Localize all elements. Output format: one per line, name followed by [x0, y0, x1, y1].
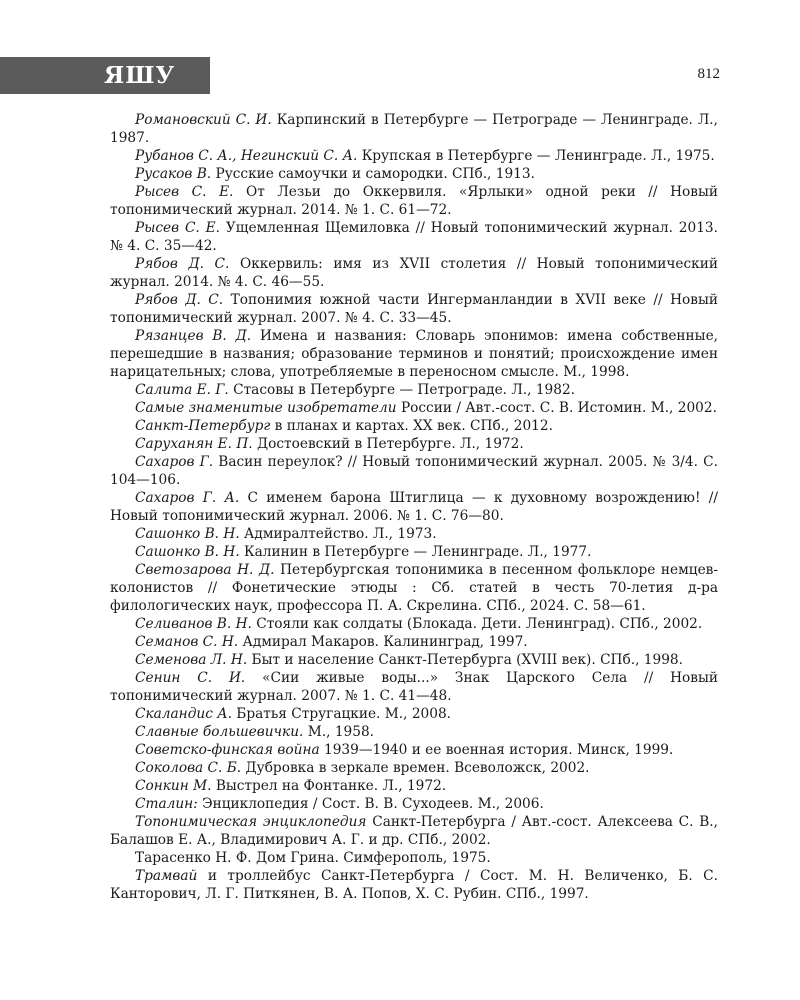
entry-author: Сахаров Г. А.	[135, 490, 240, 506]
entry-text: Дом Грина. Симферополь, 1975.	[255, 850, 491, 866]
entry-author: Семанов С. Н.	[135, 634, 239, 650]
entry-author: Трамвай	[135, 868, 198, 884]
bibliography-entry	[110, 759, 718, 777]
bibliography-entry	[110, 543, 718, 561]
entry-text: Адмирал Макаров. Калининград, 1997.	[242, 634, 528, 650]
bibliography-entry	[110, 525, 718, 543]
entry-author: Сенин С. И.	[135, 670, 246, 686]
entry-text: Достоевский в Петербурге. Л., 1972.	[257, 436, 524, 452]
entry-text: Карпинский в Петербурге — Петрограде — Ленинграде. Л., 1987.	[110, 112, 718, 146]
bibliography-entry	[110, 489, 718, 525]
entry-author: Сашонко В. Н.	[135, 526, 240, 542]
entry-text: М., 1958.	[307, 724, 375, 740]
entry-author: Сахаров Г.	[135, 454, 214, 470]
entry-author: Селиванов В. Н.	[135, 616, 252, 632]
bibliography-entry	[110, 651, 718, 669]
bibliography-entry	[110, 867, 718, 903]
entry-text: России / Авт.-сост. С. В. Истомин. М., 2002.	[400, 400, 717, 416]
entry-author: Семенова Л. Н.	[135, 652, 248, 668]
bibliography-entry	[110, 633, 718, 651]
entry-text: Адмиралтейство. Л., 1973.	[244, 526, 437, 542]
entry-text: в планах и картах. XX век. СПб., 2012.	[274, 418, 553, 434]
entry-author: Санкт-Петербург	[135, 418, 271, 434]
entry-text: С именем барона Штиглица — к духовному возрождению! // Новый топонимический журнал. 2006. № 1. С. 76—80.	[110, 490, 718, 524]
entry-author: Рябов Д. С.	[135, 256, 230, 272]
entry-text: Санкт-Петербурга / Авт.-сост. Алексеева С. В., Балашов Е. А., Владимирович А. Г. и др. СПб., 2002.	[110, 814, 718, 848]
entry-author: Русаков В.	[135, 166, 212, 182]
entry-author: Салита Е. Г.	[135, 382, 229, 398]
entry-text: Калинин в Петербурге — Ленинграде. Л., 1977.	[244, 544, 592, 560]
entry-author: Топонимическая энциклопедия	[135, 814, 367, 830]
entry-text: Петербургская топонимика в песенном фольклоре немцев-колонистов // Фонетические этюды : Сб. статей в честь 70-летия д-ра филологических наук, профессора П. А. Скрелина. СПб., 2024. С. 58—61.	[110, 562, 719, 614]
bibliography-entry	[110, 435, 718, 453]
entry-author: Сонкин М.	[135, 778, 212, 794]
bibliography-entry	[110, 453, 718, 489]
entry-text: Дубровка в зеркале времен. Всеволожск, 2002.	[245, 760, 590, 776]
bibliography-entry	[110, 111, 718, 147]
entry-author: Славные большевички.	[135, 724, 304, 740]
entry-author: Тарасенко Н. Ф.	[135, 850, 252, 866]
entry-text: Имена и названия: Словарь эпонимов: имена собственные, перешедшие в названия; образование терминов и понятий; происхождение имен нарицательных; слова, употребляемые в переносном смысле. М., 1998.	[110, 328, 719, 380]
bibliography-entry	[110, 561, 718, 615]
bibliography-entry	[110, 741, 718, 759]
entry-author: Романовский С. И.	[135, 112, 272, 128]
bibliography-entry	[110, 795, 718, 813]
entry-author: Рябов Д. С.	[135, 292, 224, 308]
bibliography-entry	[110, 669, 718, 705]
bibliography-entry	[110, 183, 718, 219]
entry-author: Скаландис А.	[135, 706, 232, 722]
bibliography-entry	[110, 255, 718, 291]
entry-text: Стасовы в Петербурге — Петрограде. Л., 1982.	[233, 382, 576, 398]
bibliography-entry	[110, 705, 718, 723]
entry-author: Саруханян Е. П.	[135, 436, 253, 452]
entry-author: Соколова С. Б.	[135, 760, 242, 776]
entry-author: Советско-финская война	[135, 742, 320, 758]
entry-author: Самые знаменитые изобретатели	[135, 400, 397, 416]
entry-author: Рысев С. Е.	[135, 184, 234, 200]
entry-text: 1939—1940 и ее военная история. Минск, 1999.	[323, 742, 674, 758]
entry-text: Васин переулок? // Новый топонимический журнал. 2005. № 3/4. С. 104—106.	[110, 454, 718, 488]
entry-text: Выстрел на Фонтанке. Л., 1972.	[215, 778, 447, 794]
page-number: 812	[697, 66, 720, 82]
bibliography-entry	[110, 813, 718, 849]
bibliography-entry	[110, 777, 718, 795]
bibliography-entry	[110, 327, 718, 381]
entry-author: Рубанов С. А., Негинский С. А.	[135, 148, 358, 164]
section-header-tab	[0, 57, 210, 94]
section-label: ЯШУ	[104, 62, 176, 89]
bibliography-entry	[110, 399, 718, 417]
entry-text: От Лезьи до Оккервиля. «Ярлыки» одной реки // Новый топонимический журнал. 2014. № 1. С. 61—72.	[110, 184, 718, 218]
bibliography-list	[110, 111, 718, 903]
entry-text: Русские самоучки и самородки. СПб., 1913.	[215, 166, 535, 182]
entry-text: и троллейбус Санкт-Петербурга / Сост. М. Н. Величенко, Б. С. Канторович, Л. Г. Питкянен, В. А. Попов, Х. С. Рубин. СПб., 1997.	[110, 868, 718, 902]
entry-text: Быт и население Санкт-Петербурга (XVIII век). СПб., 1998.	[251, 652, 683, 668]
entry-author: Сталин:	[135, 796, 198, 812]
entry-author: Светозарова Н. Д.	[135, 562, 275, 578]
entry-text: Ущемленная Щемиловка // Новый топонимический журнал. 2013. № 4. С. 35—42.	[110, 220, 718, 254]
bibliography-entry	[110, 291, 718, 327]
entry-author: Рысев С. Е.	[135, 220, 220, 236]
entry-author: Сашонко В. Н.	[135, 544, 240, 560]
entry-text: Топонимия южной части Ингерманландии в XVII веке // Новый топонимический журнал. 2007. № 4. С. 33—45.	[110, 292, 718, 326]
bibliography-entry	[110, 417, 718, 435]
bibliography-entry	[110, 615, 718, 633]
bibliography-entry	[110, 165, 718, 183]
entry-text: Оккервиль: имя из XVII столетия // Новый топонимический журнал. 2014. № 4. С. 46—55.	[110, 256, 718, 290]
entry-text: Стояли как солдаты (Блокада. Дети. Ленинград). СПб., 2002.	[256, 616, 703, 632]
entry-text: «Сии живые воды...» Знак Царского Села // Новый топонимический журнал. 2007. № 1. С. 41—48.	[110, 670, 719, 704]
entry-text: Братья Стругацкие. М., 2008.	[236, 706, 452, 722]
bibliography-entry	[110, 381, 718, 399]
entry-author: Рязанцев В. Д.	[135, 328, 252, 344]
bibliography-entry	[110, 723, 718, 741]
entry-text: Крупская в Петербурге — Ленинграде. Л., 1975.	[361, 148, 715, 164]
bibliography-entry	[110, 147, 718, 165]
bibliography-entry	[110, 219, 718, 255]
entry-text: Энциклопедия / Сост. В. В. Суходеев. М., 2006.	[202, 796, 544, 812]
bibliography-entry	[110, 849, 718, 867]
